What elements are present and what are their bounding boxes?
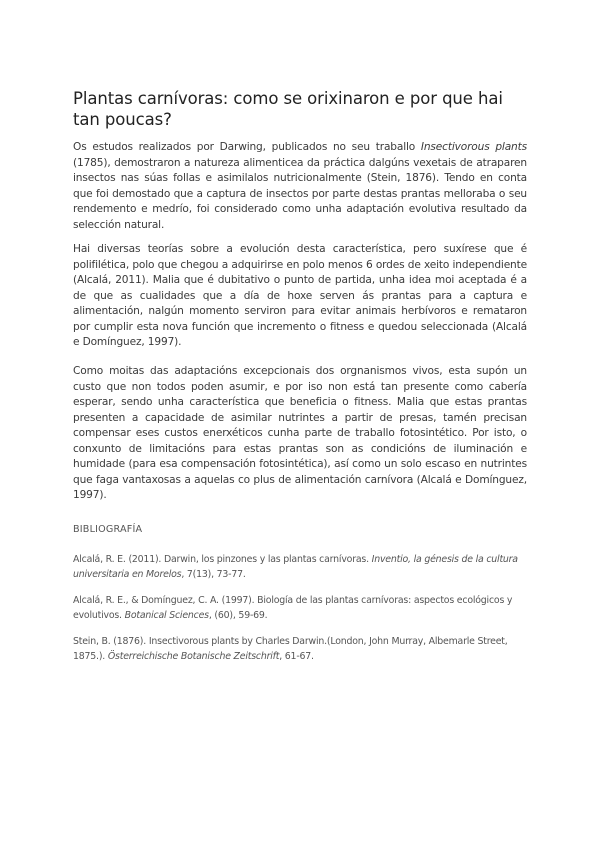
paragraph-1-text-end: (1785), demostraron a natureza alimenticea da práctica dalgúns vexetais de atraparen insectos nas súas follas e asimilalos nutricionalmente (Stein, 1876). Tendo en conta que foi demostado que a captura de insectos por parte destas prantas melloraba o seu rendemento e medrío, foi considerado como unha adaptación evolutiva resultado da selección natural. (73, 156, 527, 231)
paragraph-2: Hai diversas teorías sobre a evolución desta característica, pero suxírese que é polifilética, polo que chegou a adquirirse en polo menos 6 ordes de xeito independiente (Alcalá, 2011). Malia que é dubitativo o punto de partida, unha idea moi aceptada é a de que as cualidades que a día de hoxe serven ás prantas para a captura e alimentación, nalgún momento serviron para evitar animais herbívoros e remataron por cumplir esta nova función que incremento o fitness e quedou seleccionada (Alcalá e Domínguez, 1997). (73, 243, 527, 348)
reference-text: Alcalá, R. E., & Domínguez, C. A. (1997). Biología de las plantas carnívoras: aspectos ecológicos y evolutivos. (73, 595, 513, 621)
reference-text-end: , 61-67. (279, 651, 314, 662)
reference-text-end: , (60), 59-69. (208, 610, 268, 621)
bibliography-heading: BIBLIOGRAFÍA (73, 524, 143, 535)
reference-text-end: , 7(13), 73-77. (181, 569, 246, 580)
paragraph-3: Como moitas das adaptacións excepcionais dos orgnanismos vivos, esta supón un custo que non todos poden asumir, e por iso non está tan presente como cabería esperar, sendo unha característica que beneficia o fitness. Malia que estas prantas presenten a capacidade de asimilar nutrintes a partir de presas, tamén precisan compensar eses custos enerxéticos cunha parte de traballo fotosintético. Por isto, o conxunto de limitacións para estas prantas son as condicións de iluminación e humidade (para esa compensación fotosintética), así como un solo escaso en nutrintes que faga vantaxosas a aquelas co plus de alimentación carnívora (Alcalá e Domínguez, 1997). (73, 365, 527, 501)
page-title: Plantas carnívoras: como se orixinaron e por que hai tan poucas? (73, 89, 503, 129)
bibliography-reference (73, 593, 527, 623)
paragraph-1-book-title: Insectivorous plants (420, 141, 527, 153)
reference-text: Stein, B. (1876). Insectivorous plants by Charles Darwin.(London, John Murray, Albemarle Street, 1875.). (73, 636, 508, 662)
paragraph-1-text-start: Os estudos realizados por Darwing, publicados no seu traballo (73, 141, 421, 153)
bibliography-reference (73, 634, 527, 664)
bibliography-reference (73, 552, 527, 582)
paragraph-1 (73, 140, 527, 233)
reference-journal: Inventio, la génesis de la cultura universitaria en Morelos (73, 554, 518, 580)
reference-journal: Österreichische Botanische Zeitschrift (107, 651, 280, 662)
reference-text: Alcalá, R. E. (2011). Darwin, los pinzones y las plantas carnívoras. (73, 554, 372, 565)
reference-journal: Botanical Sciences (124, 610, 209, 621)
